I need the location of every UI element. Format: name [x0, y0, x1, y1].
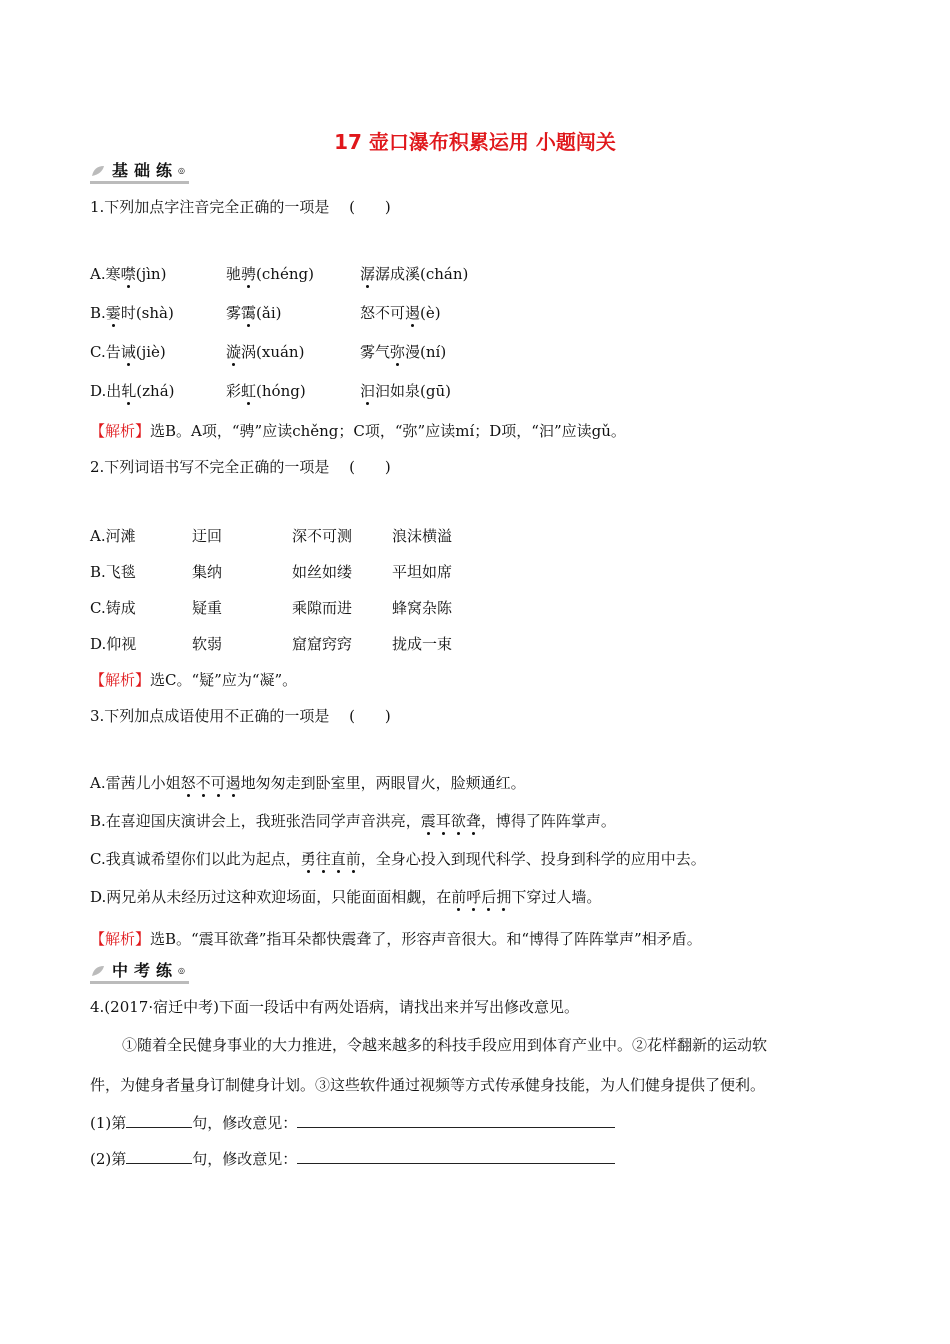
q1-b-3: 怒不可遏(è): [360, 304, 441, 322]
q2-b-2: 集纳: [192, 563, 223, 581]
q1-a-2: 驰骋(chéng): [226, 265, 314, 283]
page-title: 17 壶口瀑布积累运用 小题闯关: [334, 130, 616, 154]
question-1-stem: 1.下列加点字注音完全正确的一项是 ( ): [90, 198, 391, 216]
analysis-text: 选B。“震耳欲聋”指耳朵都快震聋了，形容声音很大。和“博得了阵阵掌声”相矛盾。: [150, 930, 702, 948]
q2-b-4: 平坦如席: [392, 563, 453, 581]
q2-a-3: 深不可测: [292, 527, 353, 545]
q1-b-1: B.霎时(shà): [90, 304, 174, 322]
q2-d-1: D.仰视: [90, 635, 137, 653]
q3-option-d: D.两兄弟从未经历过这种欢迎场面，只能面面相觑，在前呼后拥下穿过人墙。: [90, 888, 602, 906]
answer-line-1: (1)第 句，修改意见：: [90, 1112, 615, 1133]
leaf-icon: [90, 164, 106, 178]
revision-blank-2[interactable]: [297, 1149, 615, 1164]
q1-a-3: 潺潺成溪(chán): [360, 265, 469, 283]
leaf-icon: [90, 964, 106, 978]
q1-a-1: A.寒噤(jìn): [90, 265, 167, 283]
section-underline: [90, 981, 189, 984]
question-2-analysis: [90, 669, 297, 690]
q2-d-4: 拢成一束: [392, 635, 453, 653]
q2-b-3: 如丝如缕: [292, 563, 353, 581]
q2-a-4: 浪沫横溢: [392, 527, 453, 545]
analysis-text: 选C。“疑”应为“凝”。: [150, 671, 298, 689]
q1-c-3: 雾气弥漫(ní): [360, 343, 447, 361]
q2-a-2: 迂回: [192, 527, 223, 545]
q3-option-b: B.在喜迎国庆演讲会上，我班张浩同学声音洪亮，震耳欲聋，博得了阵阵掌声。: [90, 812, 616, 830]
section-title-exam: 中考练: [112, 961, 179, 980]
q2-b-1: B.飞毯: [90, 563, 136, 581]
q3-option-a: A.雷茜儿小姐怒不可遏地匆匆走到卧室里，两眼冒火，脸颊通红。: [90, 774, 526, 792]
q1-c-1: C.告诫(jiè): [90, 343, 166, 361]
question-4-passage-line-2: 件，为健身者量身订制健身计划。③这些软件通过视频等方式传承健身技能，为人们健身提供了便利。: [90, 1076, 766, 1094]
analysis-tag: 【解析】: [90, 422, 151, 440]
section-underline: [90, 181, 189, 184]
q2-c-2: 疑重: [192, 599, 223, 617]
q1-d-2: 彩虹(hóng): [226, 382, 306, 400]
revision-blank-1[interactable]: [297, 1113, 615, 1128]
question-4-stem: 4.(2017·宿迁中考)下面一段话中有两处语病，请找出来并写出修改意见。: [90, 998, 579, 1016]
q2-c-3: 乘隙而进: [292, 599, 353, 617]
q3-option-c: C.我真诚希望你们以此为起点，勇往直前，全身心投入到现代科学、投身到科学的应用中去。: [90, 850, 706, 868]
q1-b-2: 雾霭(ǎi): [226, 304, 282, 322]
question-1-analysis: [90, 420, 626, 441]
question-3-analysis: [90, 928, 702, 949]
section-header-basic: 基础练◎: [90, 160, 185, 182]
q1-c-2: 漩涡(xuán): [226, 343, 305, 361]
analysis-tag: 【解析】: [90, 930, 151, 948]
q2-c-4: 蜂窝杂陈: [392, 599, 453, 617]
section-title-basic: 基础练: [112, 161, 179, 180]
question-4-passage-line-1: ①随着全民健身事业的大力推进，令越来越多的科技手段应用到体育产业中。②花样翻新的运动软: [122, 1036, 768, 1054]
q2-c-1: C.铸成: [90, 599, 136, 617]
q2-d-2: 软弱: [192, 635, 223, 653]
sentence-number-blank-1[interactable]: [126, 1113, 192, 1128]
q1-d-3: 汩汩如泉(gū): [360, 382, 451, 400]
analysis-tag: 【解析】: [90, 671, 151, 689]
section-header-exam: 中考练◎: [90, 960, 185, 982]
question-2-stem: 2.下列词语书写不完全正确的一项是 ( ): [90, 458, 391, 476]
q2-d-3: 窟窟窍窍: [292, 635, 353, 653]
q1-d-1: D.出轧(zhá): [90, 382, 175, 400]
q2-a-1: A.河滩: [90, 527, 136, 545]
question-3-stem: 3.下列加点成语使用不正确的一项是 ( ): [90, 707, 391, 725]
answer-line-2: (2)第 句，修改意见：: [90, 1148, 615, 1169]
sentence-number-blank-2[interactable]: [126, 1149, 192, 1164]
analysis-text: 选B。A项，“骋”应读chěng；C项，“弥”应读mí；D项，“汩”应读gǔ。: [150, 422, 626, 440]
